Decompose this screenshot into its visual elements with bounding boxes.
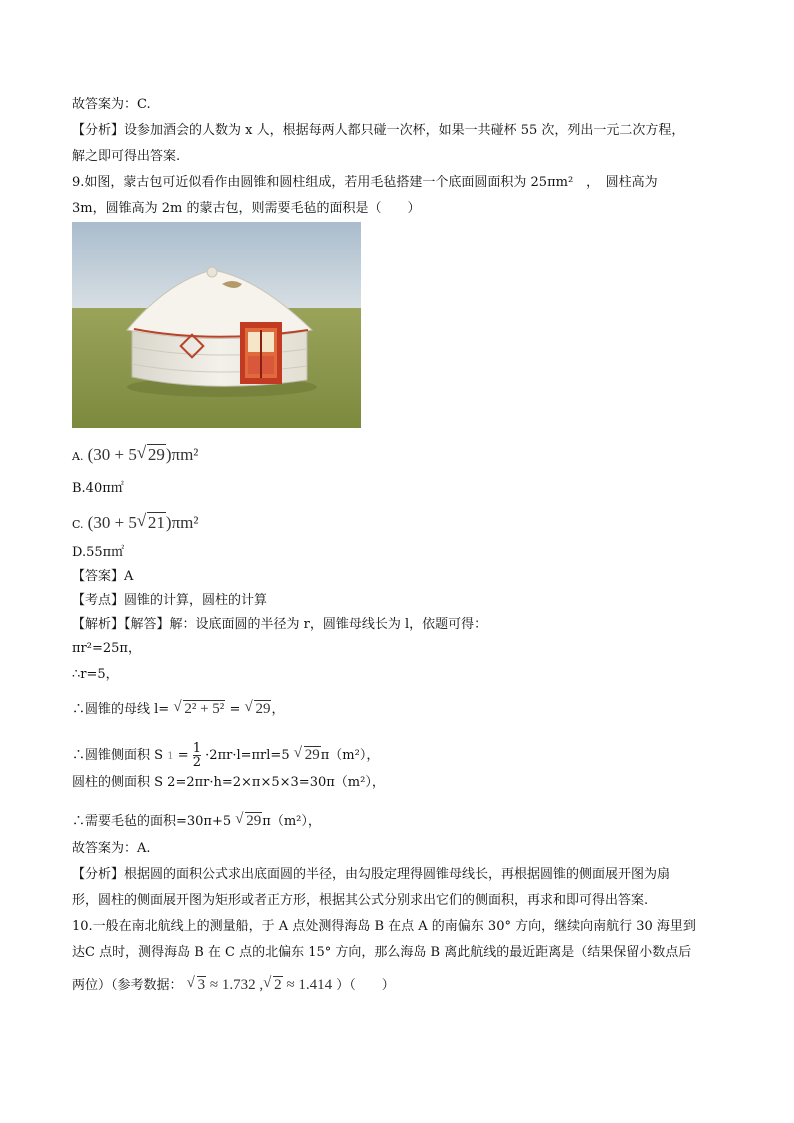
sqrt-icon <box>294 746 321 764</box>
option-a <box>72 446 198 466</box>
radicand: 29 <box>246 813 262 829</box>
formula-part: (30 + 5 <box>87 513 137 532</box>
formula-part: )πm² <box>165 445 199 464</box>
step-text: ）（ ） <box>336 978 395 993</box>
radicand: 2² + 5² <box>184 701 225 717</box>
approx-value: ≈ 1.732 , <box>209 977 264 993</box>
text-line: 【分析】设参加酒会的人数为 x 人，根据每两人都只碰一次杯，如果一共碰杯 55 次，列出一元二次方程， <box>72 123 685 138</box>
sqrt-icon <box>263 976 283 994</box>
sqrt-expression <box>244 701 271 717</box>
step-line-total <box>72 812 321 831</box>
option-a-formula <box>88 445 199 464</box>
analysis-line: 形，圆柱的侧面展开图为矩形或者正方形，根据其公式分别求出它们的侧面积，再求和即可得出答案. <box>72 893 649 908</box>
step-line-slant-height <box>72 700 285 719</box>
option-b: B.40π㎡ <box>72 481 124 496</box>
sqrt-expression <box>187 977 332 993</box>
answer-line: 【答案】A <box>72 569 134 584</box>
approx-value: ≈ 1.414 <box>286 977 333 993</box>
sqrt-icon <box>173 700 225 718</box>
sqrt-icon <box>244 700 271 718</box>
analysis-line: 【分析】根据圆的面积公式求出底面圆的半径，由勾股定理得圆锥母线长，再根据圆锥的侧面展开图为扇 <box>72 867 671 882</box>
denominator: 2 <box>192 755 202 770</box>
step-line: 故答案为：A. <box>72 841 151 856</box>
radicand: 29 <box>147 445 165 464</box>
formula-part: (30 + 5 <box>87 445 137 464</box>
step-text: = <box>229 702 241 717</box>
radicand: 29 <box>304 747 320 763</box>
text-line: 解之即可得出答案. <box>72 149 181 164</box>
radicand: 2 <box>274 977 282 993</box>
option-c <box>72 514 199 534</box>
question-10-line: 10.一般在南北航线上的测量船，于 A 点处测得海岛 B 在点 A 的南偏东 30° 方向，继续向南航行 30 海里到 <box>72 919 696 934</box>
sqrt-expression <box>294 747 321 763</box>
option-d: D.55π㎡ <box>72 545 125 560</box>
kaodian-line: 【考点】圆锥的计算，圆柱的计算 <box>72 593 268 608</box>
sqrt-icon <box>137 446 166 464</box>
step-line-cone-area <box>72 742 379 769</box>
radicand: 3 <box>197 977 206 993</box>
step-text: ∴圆锥的母线 l= <box>72 702 170 717</box>
step-text: = <box>177 748 189 763</box>
radicand: 29 <box>255 701 271 717</box>
numerator: 1 <box>192 741 202 756</box>
text-line: 故答案为：C. <box>72 97 151 112</box>
radicand: 21 <box>147 513 165 532</box>
text-line: m² ， 圆柱高为 <box>555 175 658 190</box>
pi-symbol: π <box>547 175 556 190</box>
step-line: πr²=25π， <box>72 641 141 656</box>
sqrt-icon <box>187 976 207 994</box>
option-label: C. <box>72 518 84 531</box>
sqrt-icon <box>235 812 262 830</box>
step-text: ∴圆锥侧面积 S <box>72 748 164 763</box>
option-c-formula <box>88 513 199 532</box>
step-line: 圆柱的侧面积 S 2=2πr·h=2×π×5×3=30π（m²）， <box>72 775 385 790</box>
option-label: A. <box>72 450 84 463</box>
text-line: 9.如图，蒙古包可近似看作由圆锥和圆柱组成，若用毛毡搭建一个底面圆面积为 25 <box>72 175 548 190</box>
sqrt-icon <box>137 514 166 532</box>
subscript: 1 <box>167 751 174 762</box>
formula-part: )πm² <box>165 513 199 532</box>
yurt-photo <box>72 222 361 428</box>
sqrt-expression <box>235 813 262 829</box>
sqrt-expression <box>173 701 225 717</box>
step-line: ∴r=5， <box>72 667 119 682</box>
step-text: π（m²）， <box>262 814 321 829</box>
question-10-reference-line <box>72 976 395 995</box>
jiexi-line: 【解析】【解答】解：设底面圆的半径为 r，圆锥母线长为 l，依题可得： <box>72 617 488 632</box>
step-text: ·2πr·l=πrl=5 <box>205 748 290 763</box>
fraction <box>193 742 201 769</box>
text-line: 3m，圆锥高为 2m 的蒙古包，则需要毛毡的面积是（ ） <box>72 201 421 216</box>
step-text: ， <box>271 702 285 717</box>
step-text: 两位）（参考数据： <box>72 978 183 993</box>
question-9-line <box>72 174 658 192</box>
question-10-line: 达C 点时，测得海岛 B 在 C 点的北偏东 15° 方向，那么海岛 B 离此航线的最近距离是（结果保留小数点后 <box>72 945 692 960</box>
step-text: ∴需要毛毡的面积=30π+5 <box>72 814 232 829</box>
yurt-illustration <box>72 222 361 428</box>
step-text: π（m²）， <box>320 748 380 763</box>
